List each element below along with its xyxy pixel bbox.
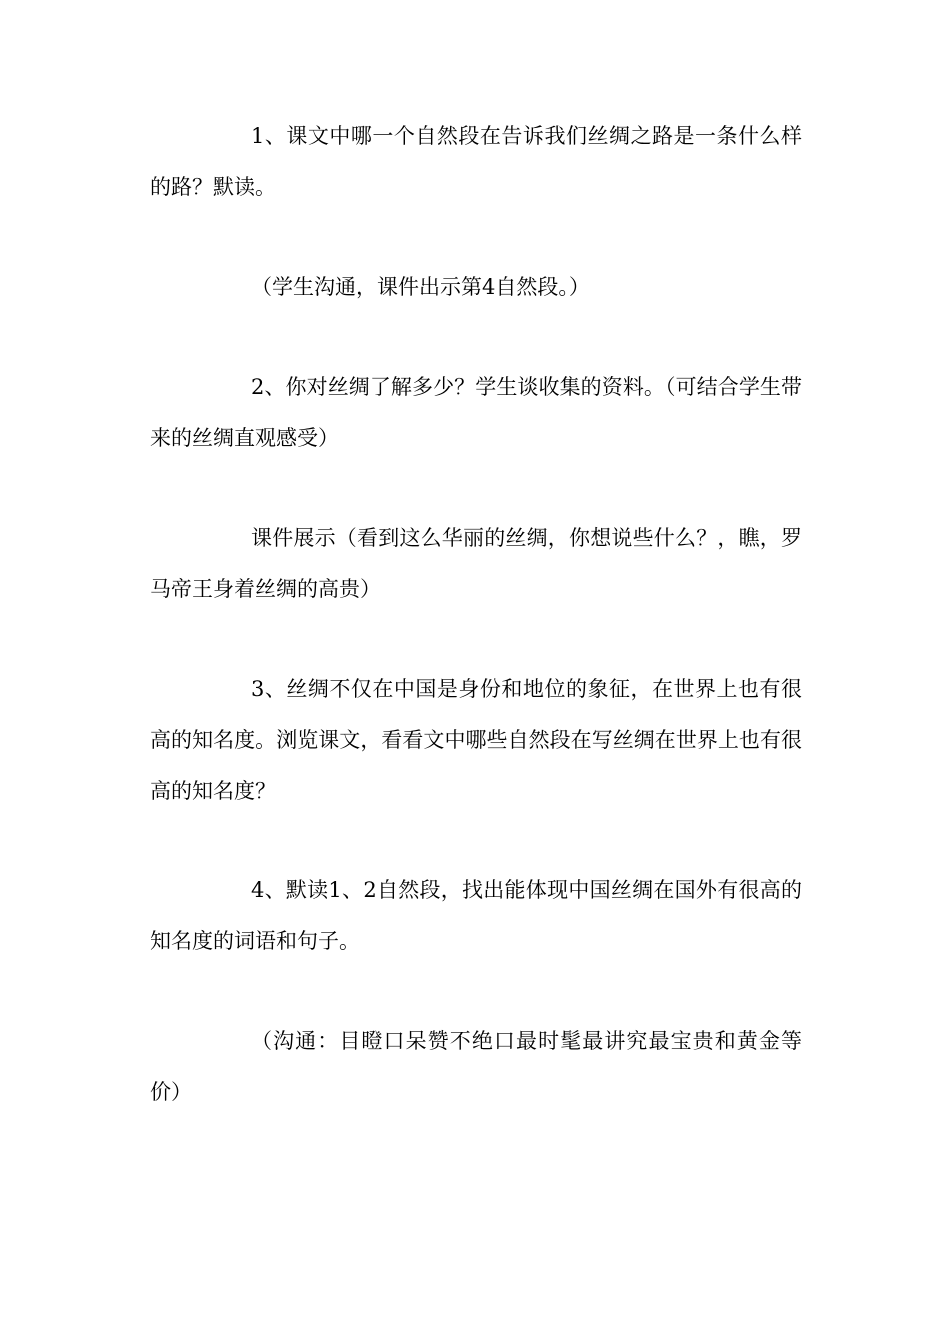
paragraph-note-2: （沟通：目瞪口呆赞不绝口最时髦最讲究最宝贵和黄金等价）	[150, 1029, 802, 1104]
paragraph-note-1: （学生沟通，课件出示第4自然段。）	[251, 275, 590, 299]
paragraph-question-4: 4、默读1、2自然段，找出能体现中国丝绸在国外有很高的知名度的词语和句子。	[150, 878, 802, 953]
paragraph-courseware: 课件展示（看到这么华丽的丝绸，你想说些什么？，瞧，罗马帝王身着丝绸的高贵）	[150, 526, 802, 601]
paragraph-question-1: 1、课文中哪一个自然段在告诉我们丝绸之路是一条什么样的路？默读。	[150, 124, 802, 199]
paragraph-question-2: 2、你对丝绸了解多少？学生谈收集的资料。（可结合学生带来的丝绸直观感受）	[150, 375, 802, 450]
paragraph-question-3: 3、丝绸不仅在中国是身份和地位的象征，在世界上也有很高的知名度。浏览课文，看看文中哪些自然段在写丝绸在世界上也有很高的知名度？	[150, 677, 802, 803]
